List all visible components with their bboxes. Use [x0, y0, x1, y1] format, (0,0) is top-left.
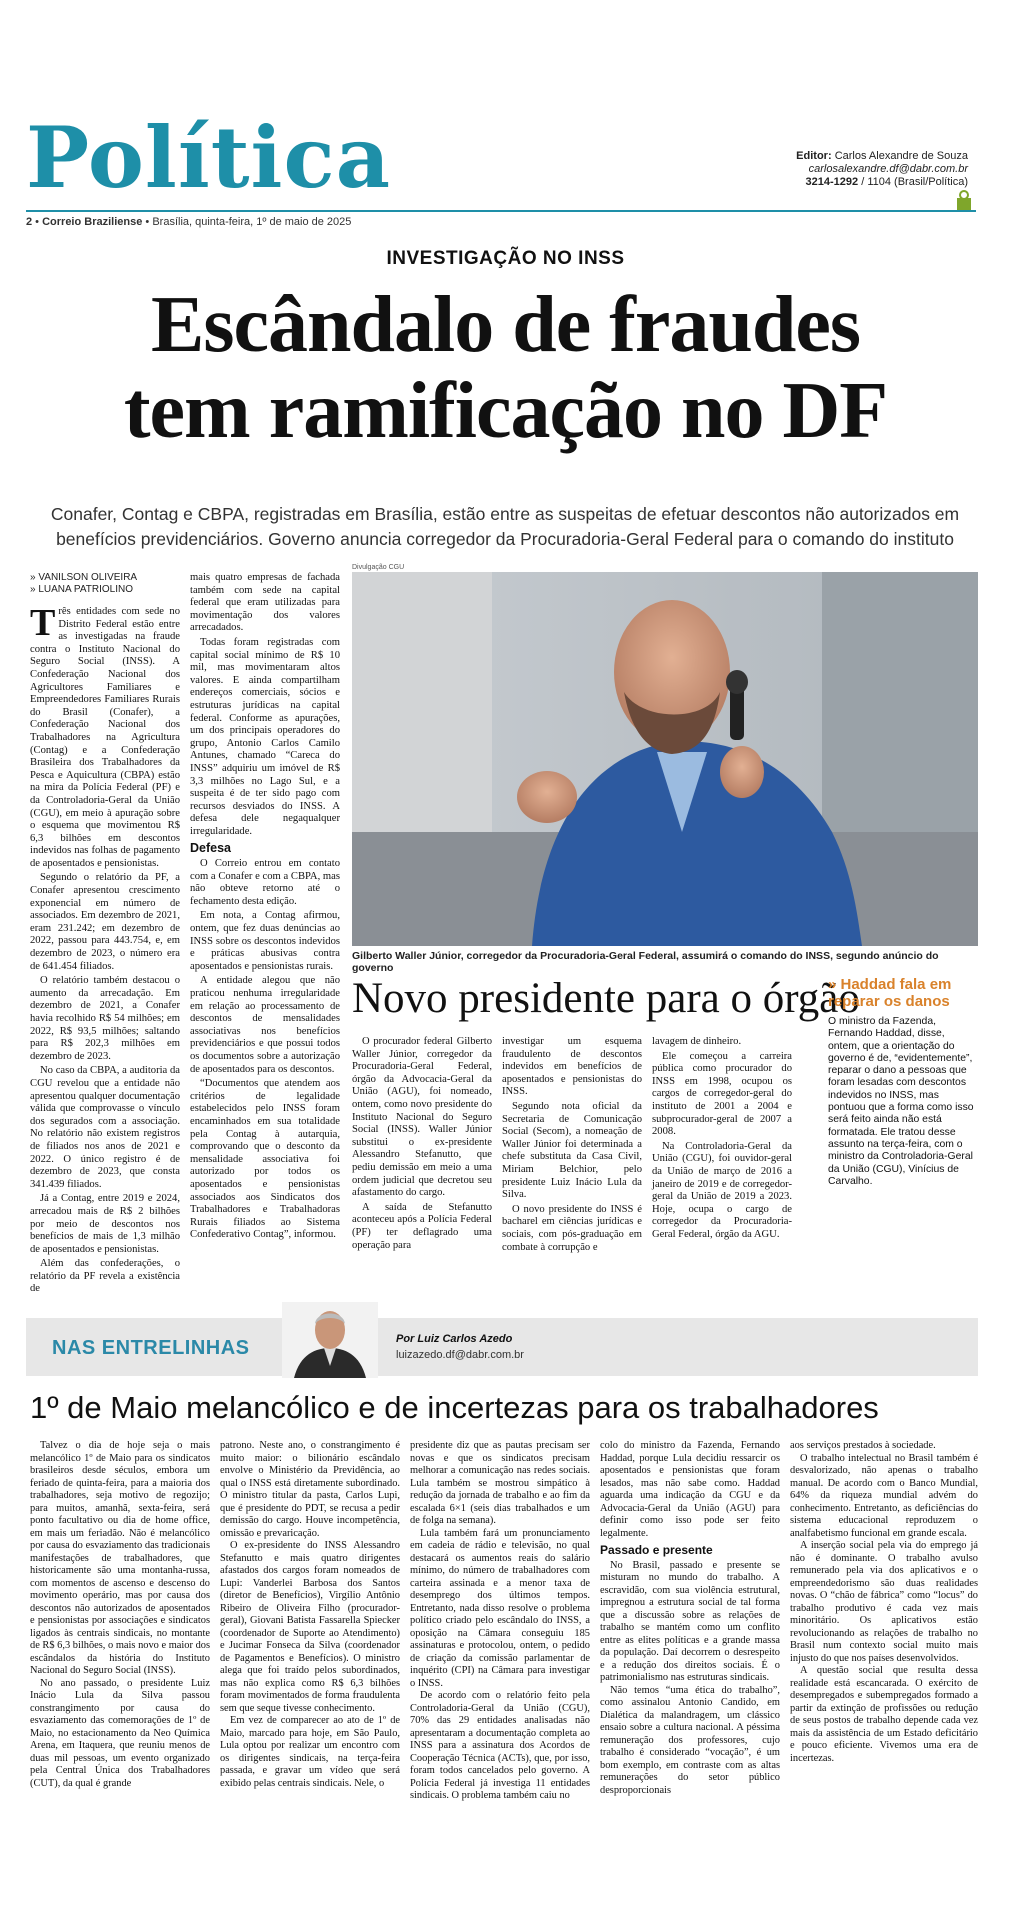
editor-box: Editor: Carlos Alexandre de Souza carlosalexandre.df@dabr.com.br 3214-1292 / 1104 (Brasil/Política) [748, 150, 968, 189]
byline-2: » LUANA PATRIOLINO [30, 584, 133, 595]
sidebar-title: » Haddad fala em reparar os danos [828, 976, 952, 1010]
sub-headline: Novo presidente para o órgão [352, 975, 860, 1022]
newspaper-logo-icon [955, 190, 973, 210]
column-col-4: colo do ministro da Fazenda, Fernando Haddad, porque Lula decidiu ressarcir os aposentados e pensionistas que foram lesados, mas não sabe como. Haddad aguarda uma indicação da CGU e da Advocacia-Geral da União (AGU) para definir como isso pode ser feito legalmente. Passado e presente No Brasil, passado e presente se misturam no mundo do trabalho. A escravidão, com sua violência estrutural, impregnou a estrutura social de tal forma que a discussão sobre as relações de trabalho se mantém como um conflito entre as elites políticas e a grande massa da população. Daí decorrem o desrespeito e a redução dos direitos sociais. É o patrimonialismo nas estruturas sindicais. Não temos “uma ética do trabalho”, como assinalou Antonio Candido, em Dialética da malandragem, um clássico ensaio sobre a cultura nacional. A péssima remuneração dos professores, cujo trabalho é considerado “vocação”, é um bom exemplo, em contraste com as altas remunerações do setor público desproporcionais [600, 1440, 780, 1796]
dropcap: T [30, 602, 56, 644]
subhead-passado: Passado e presente [600, 1543, 713, 1557]
photo-gilberto-waller [352, 572, 978, 946]
kicker: INVESTIGAÇÃO NO INSS [386, 248, 625, 269]
author-photo [282, 1302, 378, 1378]
photo-caption: Gilberto Waller Júnior, corregedor da Procuradoria-Geral Federal, assumirá o comando do INSS, segundo anúncio do governo [352, 950, 939, 974]
column-col-1: Talvez o dia de hoje seja o mais melancólico 1º de Maio para os sindicatos brasileiros desde séculos, embora um feriado de quinta-feira, para a maioria dos trabalhadores, seja motivo de regozijo; para muitos, amanhã, sexta-feira, será ponto facultativo ou dia de home office, em mais um feriadão. Não é melancólico por causa do esvaziamento das tradicionais manifestações de trabalhadores, que historicamente são uma montanha-russa, com momentos de ascenso e descenso do movimento operário, mas por causa dos descontos não autorizados de aposentados e pensionistas por associações e sindicatos ligados às centrais sindicais, no montante de R$ 6,3 bilhões, o mais novo e maior dos escândalos da história do Instituto Nacional do Seguro Social (INSS). No ano passado, o presidente Luiz Inácio Lula da Silva passou constrangimento por causa do esvaziamento das comemorações de 1º de Maio, no estacionamento da Neo Química Arena, em Itaquera, que reuniu menos de duas mil pessoas, um evento organizado pela Central Única dos Trabalhadores (CUT), da qual é grande [30, 1440, 210, 1789]
subhead-defesa: Defesa [190, 841, 231, 856]
column-col-3: presidente diz que as pautas precisam ser novas e que os sindicatos precisam melhorar a comunicação nas redes sociais. Lula também se mostrou simpático à redução da jornada de trabalho e ao fim da escalada 6×1 (seis dias trabalhados e um de folga na semana). Lula também fará um pronunciamento em cadeia de rádio e televisão, no qual destacará os aumentos reais do salário mínimo, do número de trabalhadores com carteira assinada e a menor taxa de desemprego dos últimos tempos. Entretanto, nada disso resolve o problema político criado pelo escândalo do INSS, a oposição na Câmara conseguiu 185 assinaturas e protocolou, ontem, o pedido de criação da comissão parlamentar de inquérito (CPI) na Câmara para investigar o INSS. De acordo com o relatório feito pela Controladoria-Geral da União (CGU), 70% das 29 entidades analisadas não apresentaram a documentação completa ao INSS para a assinatura dos Acordos de Cooperação Técnica (ACTs), que, por isso, foram todos cancelados pelo governo. A Polícia Federal já investiga 11 entidades sindicais. O problema também caiu no [410, 1440, 590, 1801]
byline-1: » VANILSON OLIVEIRA [30, 572, 138, 583]
column-author: Por Luiz Carlos Azedo [396, 1333, 513, 1345]
column-col-5: aos serviços prestados à sociedade. O trabalho intelectual no Brasil também é desvalorizado, não apenas o trabalho manual. De acordo com o Banco Mundial, 64% da riqueza mundial advém do conhecimento. Entretanto, as deficiências do sistema educacional reproduzem o analfabetismo funcional em grande escala. A inserção social pela via do emprego já não é dominante. O trabalho avulso remunerado pela via dos aplicativos e o empreendedorismo são duas realidades novas. O “chão de fábrica” como “locus” do trabalho produtivo é cada vez mais minoritário. Os aplicativos estão revolucionando as relações de trabalho no Brasil num contexto social muito mais injusto do que nos países desenvolvidos. A questão social que resulta dessa realidade está escancarada. O exército de desempregados e subempregados formado a partir da extinção de profissões ou redução de seus postos de trabalho depende cada vez mais da assistência de um Estado deficitário e pouco eficiente. Vivemos uma era de incertezas. [790, 1440, 978, 1764]
editor-email: carlosalexandre.df@dabr.com.br [808, 163, 968, 175]
column-label: NAS ENTRELINHAS [52, 1337, 250, 1359]
column-title: 1º de Maio melancólico e de incertezas para os trabalhadores [30, 1390, 879, 1425]
article-col-1: Três entidades com sede no Distrito Federal estão entre as investigadas na fraude contra o Instituto Nacional do Seguro Social (INSS). A Confederação Nacional dos Agricultores Familiares e Empreendedores Familiares Rurais do Brasil (Conafer), a Confederação Nacional dos Trabalhadores na Agricultura (Contag) e a Confederação Brasileira dos Trabalhadores da Pesca e Aquicultura (CBPA) estão na mira da Polícia Federal (PF) e da Controladoria-Geral da União (CGU), em meio à apuração sobre o esquema que movimentou R$ 6,3 bilhões em descontos indevidos nas folhas de pagamento de aposentados e pensionistas. Segundo o relatório da PF, a Conafer apresentou crescimento exponencial em número de associados. Em dezembro de 2021, eram 231.242; em dezembro de 2022, passou para 443.754, e, em dezembro de 2023, o número era de 641.454 filiados. O relatório também destacou o aumento da arrecadação. Em dezembro de 2021, a Conafer havia recolhido R$ 54 milhões; em 2022, R$ 93,5 milhões; saltando para R$ 202,3 milhões em dezembro de 2023. No caso da CBPA, a auditoria da CGU revelou que a entidade não apresentou qualquer documentação válida que comprovasse o vínculo dos segurados com a associação. No relatório não existem registros de filiados nos anos de 2021 e 2022. O único registro é de dezembro de 2023, que consta 341.439 filiados. Já a Contag, entre 2019 e 2024, arrecadou mais de R$ 2 bilhões por meio de descontos nos benefícios de mais de 1,3 milhão de aposentados e pensionistas. Além das confederações, o relatório da PF revela a existência de [30, 602, 180, 1295]
masthead-rule [26, 210, 976, 212]
section-title: Política [26, 108, 392, 207]
column-col-2: patrono. Neste ano, o constrangimento é muito maior: o bilionário escândalo envolve o Ministério da Previdência, ao qual o INSS está diretamente subordinado. O ministro titular da pasta, Carlos Lupi, que é presidente do PDT, se recusa a pedir demissão do cargo. Houve incompetência, omissão e prevaricação. O ex-presidente do INSS Alessandro Stefanutto e mais quatro dirigentes afastados dos cargos foram nomeados de Lupi: Vanderlei Barbosa dos Santos (diretor de Benefícios), Virgílio Antônio Ribeiro de Oliveira Filho (procurador-geral), Giovani Batista Fassarella Spiecker (coordenador de Suporte ao Atendimento) e Jucimar Fonseca da Silva (coordenador de Pagamentos e Benefícios). O ministro alega que foi traído pelos subordinados, mas não explica como R$ 6,3 bilhões foram movimentados de forma fraudulenta sem que seque tivesse conhecimento. Em vez de comparecer ao ato de 1º de Maio, marcado para hoje, em São Paulo, Lula optou por realizar um encontro com os dirigentes sindicais, na terça-feira passada, e gravar um vídeo que será exibido pelas centrais sindicais. Nele, o [220, 1440, 400, 1789]
dateline: 2 • Correio Braziliense • Brasília, quinta-feira, 1º de maio de 2025 [26, 216, 352, 228]
sub-col-2: investigar um esquema fraudulento de descontos indevidos em benefícios de aposentados e pensionistas do INSS. Segundo nota oficial da Secretaria de Comunicação Social (Secom), a nomeação de Waller Júnior foi determinada a chefe substituta da Casa Civil, Miriam Belchior, pelo presidente Luiz Inácio Lula da Silva. O novo presidente do INSS é bacharel em ciências jurídicas e sociais, com pós-graduação em combate à corrupção e [502, 1036, 642, 1253]
headline: Escândalo de fraudes tem ramificação no DF [123, 281, 888, 455]
sub-col-3: lavagem de dinheiro. Ele começou a carreira pública como procurador do INSS em 1998, ocupou os cargos de corregedor-geral do instituto de 2001 a 2004 e subprocurador-geral de 2007 a 2008. Na Controladoria-Geral da União (CGU), foi ouvidor-geral da União de março de 2016 a janeiro de 2019 e de corregedor-geral da União de 2019 a 2023. Hoje, ocupa o cargo de corregedor da Procuradoria-Geral Federal, órgão da AGU. [652, 1036, 792, 1240]
article-col-2: mais quatro empresas de fachada também com sede na capital federal que eram utilizadas para movimentação dos valores arrecadados. Todas foram registradas com capital social mínimo de R$ 10 mil, mas movimentaram altos valores. E ainda compartilham endereços comerciais, sócios e estruturas jurídicas na capital federal. Conforme as apurações, um dos principais operadores do grupo, Antonio Carlos Camilo Antunes, chamado “Careca do INSS” adquiriu um imóvel de R$ 3,3 milhões no Lago Sul, e a suspeita é de ter sido pago com recursos desviados do INSS. A defesa dele negaqualquer irregularidade. Defesa O Correio entrou em contato com a Conafer e com a CBPA, mas não obteve retorno até o fechamento desta edição. Em nota, a Contag afirmou, ontem, que fez duas denúncias ao INSS sobre os descontos indevidos e práticas abusivas contra aposentados e pensionistas rurais. A entidade alegou que não praticou nenhuma irregularidade em relação ao processamento de descontos de mensalidades associativas nos benefícios previdenciários e que possui todos os documentos sobre a autorização de aposentados para os descontos. “Documentos que atendem aos critérios de legalidade estabelecidos pelo INSS foram encaminhados em sua totalidade pela Contag à autarquia, comprovando que o desconto da mensalidade associativa foi autorizado por todos os aposentados e pensionistas associados aos Sindicatos dos Trabalhadores e Trabalhadoras Rurais filiados ao Sistema Confederativo Contag”, informou. [190, 572, 340, 1241]
column-email: luizazedo.df@dabr.com.br [396, 1349, 524, 1361]
sub-col-1: O procurador federal Gilberto Waller Júnior, corregedor da Procuradoria-Geral Federal, órgão da Advocacia-Geral da União (AGU), foi nomeado, ontem, como novo presidente do Instituto Nacional do Seguro Social (INSS). Waller Júnior substitui o ex-presidente Alessandro Stefanutto, que pediu demissão em meio a uma ordem judicial que decretou seu afastamento do cargo. A saída de Stefanutto aconteceu após a Polícia Federal (PF) ter deflagrado uma operação para [352, 1036, 492, 1251]
sidebar-body: O ministro da Fazenda, Fernando Haddad, disse, ontem, que a orientação do governo é de, “evidentemente”, reparar o dano a pessoas que foram lesadas com descontos indevidos no INSS, mas pontuou que a forma como isso será feito ainda não está formatada. Ele tratou desse assunto na terça-feira, com o ministro da Controladoria-Geral da União (CGU), Vinícius de Carvalho. [828, 1016, 974, 1187]
deck: Conafer, Contag e CBPA, registradas em Brasília, estão entre as suspeitas de efetuar descontos não autorizados em benefícios previdenciários. Governo anuncia corregedor da Procuradoria-Geral Federal para o comando do instituto [50, 504, 960, 549]
photo-credit: Divulgação CGU [352, 564, 405, 571]
